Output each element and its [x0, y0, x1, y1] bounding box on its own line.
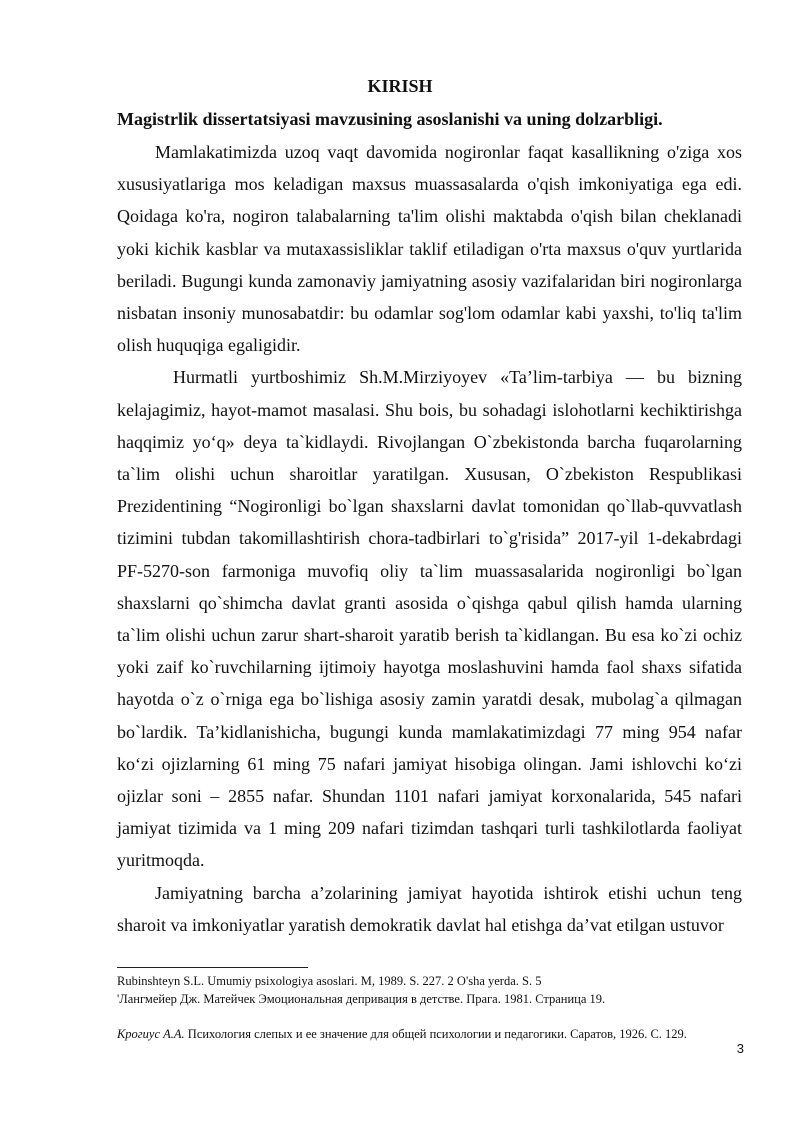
footnote-divider	[117, 967, 308, 968]
body-text	[117, 136, 742, 941]
paragraph-2: Hurmatli yurtboshimiz Sh.M.Mirziyoyev «Ta’lim-tarbiya — bu bizning kelajagimiz, hayot-mamot masalasi. Shu bois, bu sohadagi islohotlarni kechiktirishga haqqimiz yo‘q» deya ta`kidlaydi. Rivojlangan O`zbekistonda barcha fuqarolarning ta`lim olishi uchun sharoitlar yaratilgan. Xususan, O`zbekiston Respublikasi Prezidentining “Nogironligi bo`lgan shaxslarni davlat tomonidan qo`llab-quvvatlash tizimini tubdan takomillashtirish chora-tadbirlari to`g'risida” 2017-yil 1-dekabrdagi PF-5270-son farmoniga muvofiq oliy ta`lim muassasalarida nogironligi bo`lgan shaxslarni qo`shimcha davlat granti asosida o`qishga qabul qilish hamda ularning ta`lim olishi uchun zarur shart-sharoit yaratib berish ta`kidlangan. Bu esa ko`zi ochiz yoki zaif ko`ruvchilarning ijtimoiy hayotga moslashuvini hamda faol shaxs sifatida hayotda o`z o`rniga ega bo`lishiga asosiy zamin yaratdi desak, mubolag`a qilmagan bo`lardik. Ta’kidlanishicha, bugungi kunda mamlakatimizdagi 77 ming 954 nafar ko‘zi ojizlarning 61 ming 75 nafari jamiyat hisobiga olingan. Jami ishlovchi ko‘zi ojizlar soni – 2855 nafar. Shundan 1101 nafari jamiyat korxonalarida, 545 nafari jamiyat tizimida va 1 ming 209 nafari tizimdan tashqari turli tashkilotlarda faoliyat yuritmoqda.	[117, 367, 742, 871]
page-number: 3	[736, 1041, 744, 1056]
footnote-3	[117, 1026, 757, 1042]
paragraph-3: Jamiyatning barcha a’zolarining jamiyat hayotida ishtirok etishi uchun teng sharoit va imkoniyatlar yaratish demokratik davlat hal etishga da’vat etilgan ustuvor	[117, 882, 742, 935]
page-heading: KIRISH	[367, 76, 433, 96]
footnote-3-author: Крогиус А.А.	[117, 1027, 185, 1041]
paragraph-1: Mamlakatimizda uzoq vaqt davomida nogironlar faqat kasallikning o'ziga xos xususiyatlariga mos keladigan maxsus muassasalarda o'qish imkoniyatiga ega edi. Qoidaga ko'ra, nogiron talabalarning ta'lim olishi maktabda o'qish bilan cheklanadi yoki kichik kasblar va mutaxassisliklar taklif etiladigan o'rta maxsus o'quv yurtlarida beriladi. Bugungi kunda zamonaviy jamiyatning asosiy vazifalaridan biri nogironlarga nisbatan insoniy munosabatdir: bu odamlar sog'lom odamlar kabi yaxshi, to'liq ta'lim olish huquqiga egaligidir.	[117, 142, 742, 356]
footnote-1: Rubinshteyn S.L. Umumiy psixologiya asoslari. M, 1989. S. 227. 2 O'sha yerda. S. 5	[117, 974, 542, 988]
footnote-3-text: Психология слепых и ее значение для общей психологии и педагогики. Саратов, 1926. С. 129.	[184, 1027, 687, 1041]
footnote-2: 'Лангмейер Дж. Матейчек Эмоциональная депривация в детстве. Прага. 1981. Страница 19.	[117, 992, 606, 1006]
section-subheading: Magistrlik dissertatsiyasi mavzusining asoslanishi va uning dolzarbligi.	[117, 109, 663, 129]
